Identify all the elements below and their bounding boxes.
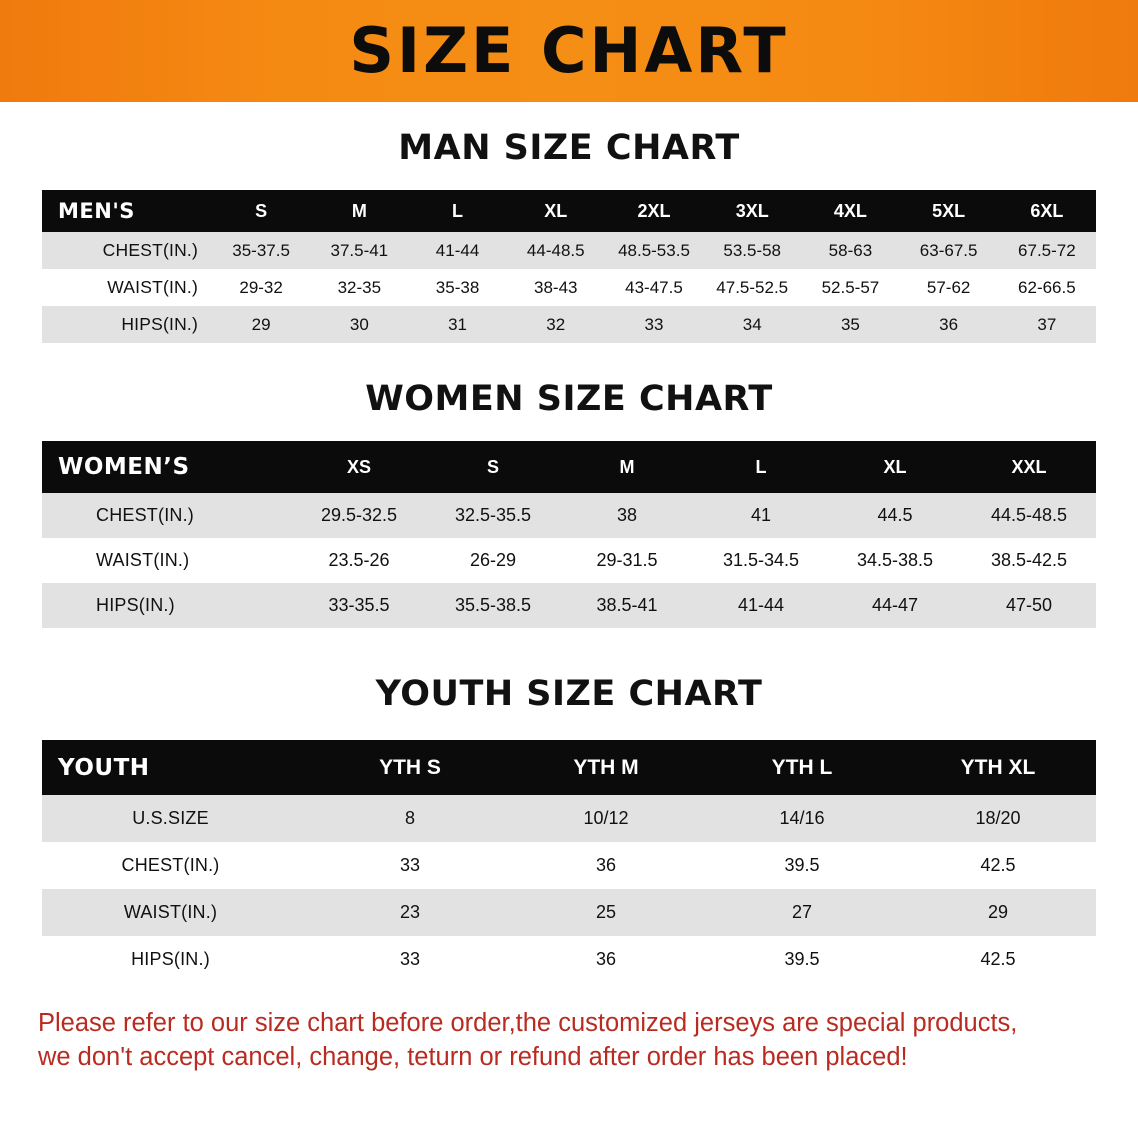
man-header-label: MEN'S [42, 190, 212, 232]
table-row [42, 889, 1096, 936]
men-measurement-cell: 33 [605, 306, 703, 343]
men-measurement-cell: 43-47.5 [605, 269, 703, 306]
order-policy-note-line-1: Please refer to our size chart before order,the customized jerseys are special products, [38, 1009, 1018, 1037]
man-section-title: MAN SIZE CHART [398, 128, 740, 168]
men-measurement-cell: 35-38 [408, 269, 506, 306]
order-policy-note-line-2: we don't accept cancel, change, teturn or refund after order has been placed! [38, 1042, 908, 1071]
table-row [42, 493, 1096, 538]
youth-table-body [42, 795, 1096, 983]
youth-header-label: YOUTH [42, 740, 312, 795]
youth-section-title: YOUTH SIZE CHART [375, 674, 763, 714]
youth-size-header: YTH XL [900, 740, 1096, 795]
men-size-header: 2XL [605, 190, 703, 232]
youth-measurement-cell: 39.5 [704, 842, 900, 889]
men-size-header: 3XL [703, 190, 801, 232]
table-row [42, 842, 1096, 889]
man-table-body [42, 232, 1096, 343]
men-measurement-cell: 63-67.5 [900, 232, 998, 269]
men-measurement-cell: 29 [212, 306, 310, 343]
women-measurement-cell: 26-29 [426, 538, 560, 583]
men-measurement-cell: 48.5-53.5 [605, 232, 703, 269]
youth-row-label: U.S.SIZE [42, 795, 312, 842]
women-measurement-cell: 32.5-35.5 [426, 493, 560, 538]
men-measurement-cell: 34 [703, 306, 801, 343]
women-row-label: CHEST(IN.) [42, 493, 292, 538]
order-policy-note [38, 1007, 1100, 1074]
youth-row-label: CHEST(IN.) [42, 842, 312, 889]
women-measurement-cell: 31.5-34.5 [694, 538, 828, 583]
men-measurement-cell: 30 [310, 306, 408, 343]
youth-table-header [42, 740, 1096, 795]
youth-size-header: YTH S [312, 740, 508, 795]
women-size-header: XL [828, 441, 962, 493]
men-size-header: M [310, 190, 408, 232]
youth-measurement-cell: 42.5 [900, 936, 1096, 983]
women-measurement-cell: 44-47 [828, 583, 962, 628]
women-table-body [42, 493, 1096, 628]
men-measurement-cell: 53.5-58 [703, 232, 801, 269]
youth-measurement-cell: 39.5 [704, 936, 900, 983]
man-size-table-wrapper [42, 190, 1096, 343]
men-measurement-cell: 47.5-52.5 [703, 269, 801, 306]
table-row [42, 232, 1096, 269]
men-size-header: 6XL [998, 190, 1096, 232]
youth-measurement-cell: 23 [312, 889, 508, 936]
men-measurement-cell: 52.5-57 [801, 269, 899, 306]
men-row-label: HIPS(IN.) [42, 306, 212, 343]
youth-size-header: YTH L [704, 740, 900, 795]
women-size-table-wrapper [42, 441, 1096, 628]
youth-measurement-cell: 36 [508, 842, 704, 889]
man-size-table [42, 190, 1096, 343]
youth-measurement-cell: 8 [312, 795, 508, 842]
men-measurement-cell: 29-32 [212, 269, 310, 306]
page-banner [0, 0, 1138, 102]
women-measurement-cell: 34.5-38.5 [828, 538, 962, 583]
youth-measurement-cell: 25 [508, 889, 704, 936]
youth-measurement-cell: 18/20 [900, 795, 1096, 842]
women-size-header: M [560, 441, 694, 493]
men-measurement-cell: 58-63 [801, 232, 899, 269]
women-table-header [42, 441, 1096, 493]
men-measurement-cell: 31 [408, 306, 506, 343]
table-row [42, 269, 1096, 306]
youth-row-label: HIPS(IN.) [42, 936, 312, 983]
men-size-header: 4XL [801, 190, 899, 232]
table-row [42, 795, 1096, 842]
youth-measurement-cell: 36 [508, 936, 704, 983]
table-row [42, 583, 1096, 628]
women-measurement-cell: 41 [694, 493, 828, 538]
youth-size-table [42, 740, 1096, 983]
women-measurement-cell: 44.5 [828, 493, 962, 538]
women-measurement-cell: 38.5-41 [560, 583, 694, 628]
men-measurement-cell: 37.5-41 [310, 232, 408, 269]
men-measurement-cell: 38-43 [507, 269, 605, 306]
men-size-header: XL [507, 190, 605, 232]
men-row-label: WAIST(IN.) [42, 269, 212, 306]
men-measurement-cell: 44-48.5 [507, 232, 605, 269]
table-row [42, 306, 1096, 343]
women-measurement-cell: 38.5-42.5 [962, 538, 1096, 583]
women-measurement-cell: 33-35.5 [292, 583, 426, 628]
table-row [42, 538, 1096, 583]
men-measurement-cell: 67.5-72 [998, 232, 1096, 269]
youth-size-header: YTH M [508, 740, 704, 795]
men-measurement-cell: 37 [998, 306, 1096, 343]
women-section-title: WOMEN SIZE CHART [365, 379, 773, 419]
women-measurement-cell: 35.5-38.5 [426, 583, 560, 628]
table-row [42, 936, 1096, 983]
men-measurement-cell: 32-35 [310, 269, 408, 306]
men-size-header: 5XL [900, 190, 998, 232]
men-measurement-cell: 32 [507, 306, 605, 343]
women-measurement-cell: 41-44 [694, 583, 828, 628]
women-measurement-cell: 23.5-26 [292, 538, 426, 583]
youth-row-label: WAIST(IN.) [42, 889, 312, 936]
page-title: SIZE CHART [349, 14, 789, 87]
youth-measurement-cell: 42.5 [900, 842, 1096, 889]
men-measurement-cell: 35 [801, 306, 899, 343]
men-row-label: CHEST(IN.) [42, 232, 212, 269]
women-size-header: XS [292, 441, 426, 493]
man-table-header [42, 190, 1096, 232]
men-measurement-cell: 41-44 [408, 232, 506, 269]
women-measurement-cell: 29-31.5 [560, 538, 694, 583]
women-size-table [42, 441, 1096, 628]
youth-measurement-cell: 10/12 [508, 795, 704, 842]
youth-measurement-cell: 29 [900, 889, 1096, 936]
men-size-header: L [408, 190, 506, 232]
women-measurement-cell: 29.5-32.5 [292, 493, 426, 538]
women-header-label: WOMEN’S [42, 441, 292, 493]
women-row-label: WAIST(IN.) [42, 538, 292, 583]
men-measurement-cell: 57-62 [900, 269, 998, 306]
men-measurement-cell: 36 [900, 306, 998, 343]
men-measurement-cell: 62-66.5 [998, 269, 1096, 306]
youth-measurement-cell: 33 [312, 936, 508, 983]
women-size-header: L [694, 441, 828, 493]
youth-size-table-wrapper [42, 740, 1096, 983]
men-size-header: S [212, 190, 310, 232]
women-size-header: XXL [962, 441, 1096, 493]
youth-measurement-cell: 27 [704, 889, 900, 936]
women-measurement-cell: 38 [560, 493, 694, 538]
women-measurement-cell: 44.5-48.5 [962, 493, 1096, 538]
women-row-label: HIPS(IN.) [42, 583, 292, 628]
women-measurement-cell: 47-50 [962, 583, 1096, 628]
youth-measurement-cell: 33 [312, 842, 508, 889]
youth-measurement-cell: 14/16 [704, 795, 900, 842]
women-size-header: S [426, 441, 560, 493]
men-measurement-cell: 35-37.5 [212, 232, 310, 269]
